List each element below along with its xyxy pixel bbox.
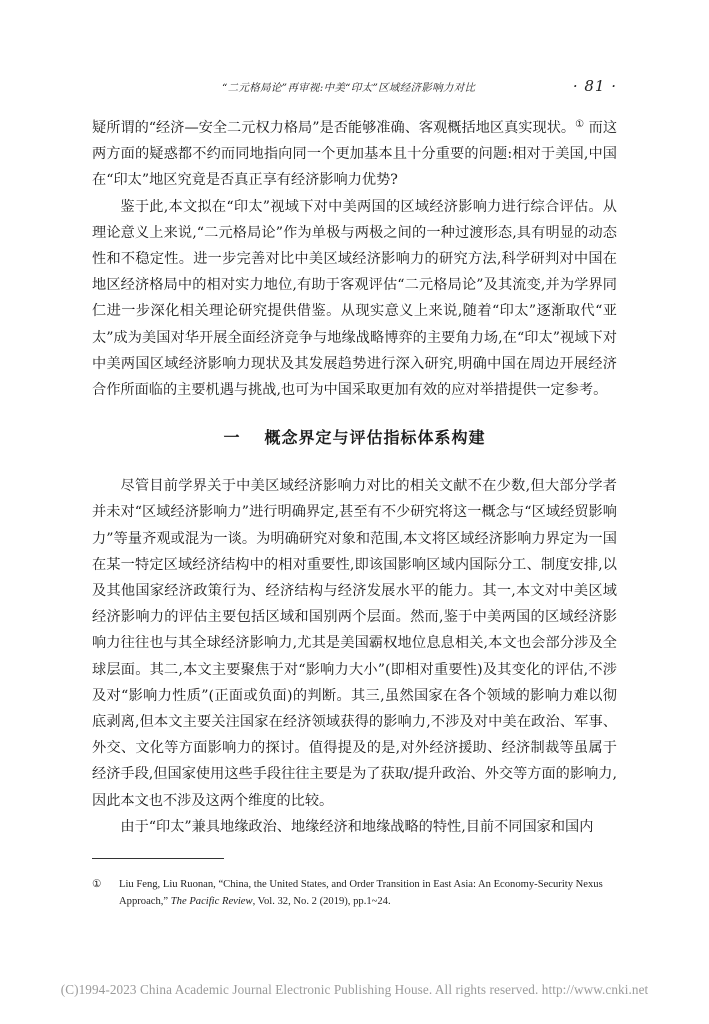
running-head-title: “二元格局论”再审视:中美“印太”区域经济影响力对比 [222,82,476,94]
footnote-reference[interactable]: ① [575,119,585,130]
section-heading [92,423,617,453]
section-title: 概念界定与评估指标体系构建 [264,428,486,448]
paragraph-continued [92,115,617,194]
copyright-watermark: (C)1994-2023 China Academic Journal Electronic Publishing House. All rights reserved. http://www.cnki.net [60,982,649,997]
paragraph: 由于“印太”兼具地缘政治、地缘经济和地缘战略的特性,目前不同国家和国内 [120,818,594,835]
footnote-citation: Liu Feng, Liu Ruonan, “China, the United States, and Order Transition in East Asia: An Economy-Security Nexus Approach,” [119,879,603,907]
running-head [92,77,617,102]
footnote-mark: ① [92,879,102,890]
section-number: 一 [223,428,241,448]
paragraph: 尽管目前学界关于中美区域经济影响力对比的相关文献不在少数,但大部分学者并未对“区域经济影响力”进行明确界定,甚至有不少研究将这一概念与“区域经贸影响力”等量齐观或混为一谈。为明确研究对象和范围,本文将区域经济影响力界定为一国在某一特定区域经济结构中的相对重要性,即该国影响区域内国际分工、制度安排,以及其他国家经济政策行为、经济结构与经济发展水平的能力。其一,本文对中美区域经济影响力的评估主要包括区域和国别两个层面。然而,鉴于中美两国的区域经济影响力往往也与其全球经济影响力,尤其是美国霸权地位息息相关,本文也会部分涉及全球层面。其二,本文主要聚焦于对“影响力大小”(即相对重要性)及其变化的评估,不涉及对“影响力性质”(正面或负面)的判断。其三,虽然国家在各个领域的影响力难以彻底剥离,但本文主要关注国家在经济领域获得的影响力,不涉及对中美在政治、军事、外交、文化等方面影响力的探讨。值得提及的是,对外经济援助、经济制裁等虽属于经济手段,但国家使用这些手段往往主要是为了获取/提升政治、外交等方面的影响力,因此本文也不涉及这两个维度的比较。 [92,478,617,809]
footnote-text [119,876,617,910]
page-number: · 81 · [572,77,617,95]
footnote-journal: The Pacific Review [170,896,253,907]
paragraph-text: 而这两方面的疑惑都不约而同地指向同一个更加基本且十分重要的问题:相对于美国,中国在“印太”地区究竟是否真正享有经济影响力优势? [92,120,618,189]
footnote [92,876,617,910]
paragraph-text: 疑所谓的“经济—安全二元权力格局”是否能够准确、客观概括地区真实现状。 [92,120,576,136]
paragraph: 鉴于此,本文拟在“印太”视域下对中美两国的区域经济影响力进行综合评估。从理论意义上来说,“二元格局论”作为单极与两极之间的一种过渡形态,具有明显的动态性和不稳定性。进一步完善对比中美区域经济影响力的研究方法,科学研判对中国在地区经济格局中的相对实力地位,有助于客观评估“二元格局论”及其流变,并为学界同仁进一步深化相关理论研究提供借鉴。从现实意义上来说,随着“印太”逐渐取代“亚太”成为美国对华开展全面经济竞争与地缘战略博弈的主要角力场,在“印太”视域下对中美两国区域经济影响力现状及其发展趋势进行深入研究,明确中国在周边开展经济合作所面临的主要机遇与挑战,也可为中国采取更加有效的应对举措提供一定参考。 [92,198,617,399]
footnote-citation-tail: , Vol. 32, No. 2 (2019), pp.1~24. [252,896,391,907]
article-body [92,115,617,840]
footnote-divider [92,858,224,859]
